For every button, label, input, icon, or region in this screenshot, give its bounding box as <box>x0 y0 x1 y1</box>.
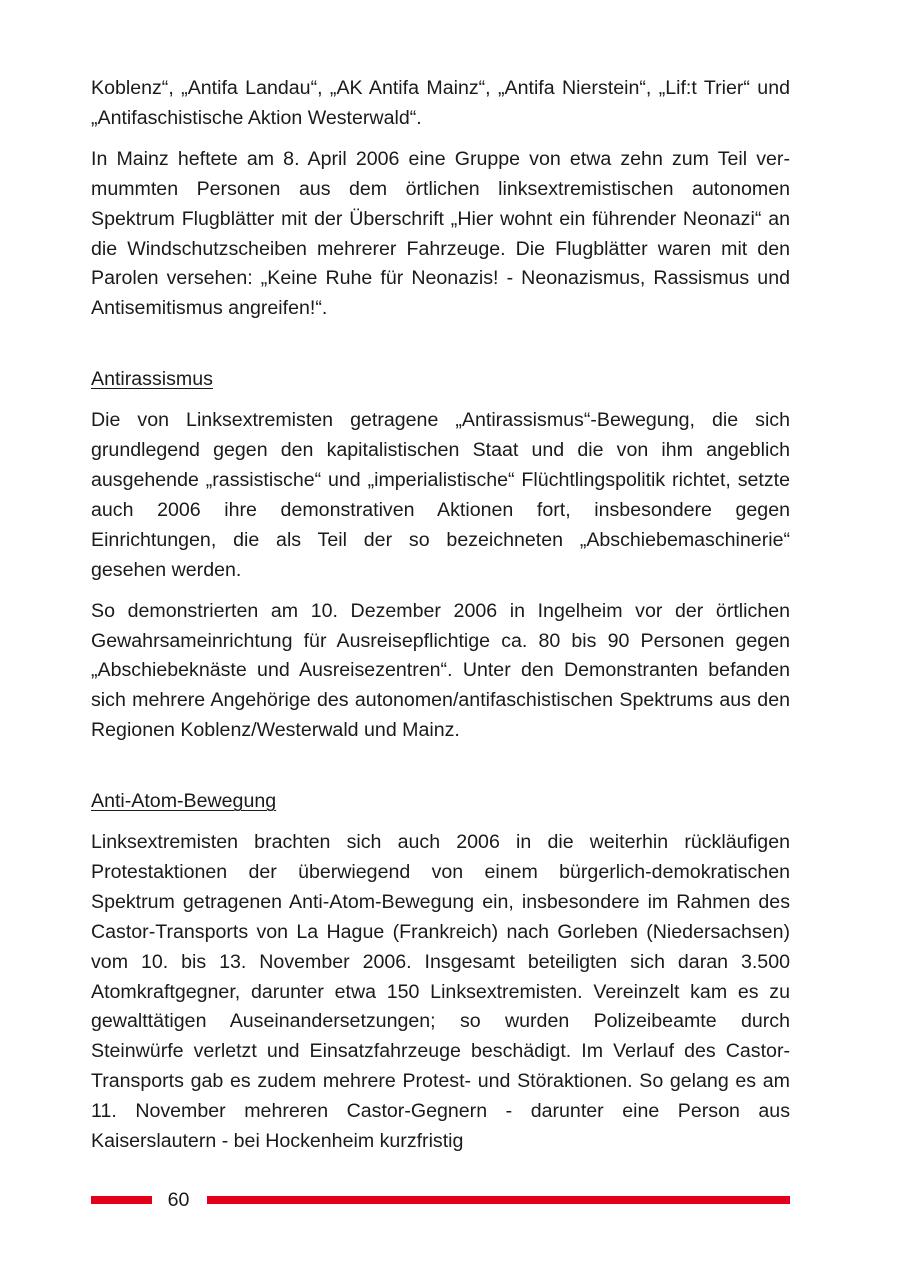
paragraph-ingelheim-demo: So demonstrierten am 10. Dezember 2006 in Ingelheim vor der örtlichen Gewahrsameinrichtung für Ausreisepflichtige ca. 80 bis 90 Personen gegen „Abschiebeknäste und Ausreisezentren“. Unter den Demonstranten befanden sich mehrere Angehörige des autonomen/antifaschistischen Spektrums aus den Regionen Koblenz/Westerwald und Mainz. <box>91 599 790 742</box>
paragraph-castor-transport: Linksextremisten brachten sich auch 2006 in die weiterhin rückläufigen Protestaktionen der überwiegend von einem bürgerlich-demokratischen Spektrum getragenen Anti-Atom-Bewegung ein, insbesondere im Rahmen des Castor-Transports von La Hague (Frankreich) nach Gorleben (Niedersachsen) vom 10. bis 13. November 2006. Insgesamt beteiligten sich daran 3.500 Atomkraftgegner, darunter etwa 150 Linksextremisten. Vereinzelt kam es zu gewalttätigen Auseinandersetzungen; so wurden Polizeibeamte durch Steinwürfe verletzt und Einsatzfahrzeuge beschädigt. Im Verlauf des Castor-Transports gab es zudem mehrere Protest- und Störaktionen. So gelang es am 11. November mehreren Castor-Gegnern - darunter eine Person aus Kaiserslautern - bei Hockenheim kurzfristig <box>91 831 790 1153</box>
paragraph-mainz-flyers: In Mainz heftete am 8. April 2006 eine Gruppe von etwa zehn zum Teil vermummten Personen aus dem örtlichen linksextremistischen autonomen Spektrum Flugblätter mit der Überschrift „Hier wohnt ein führender Neonazi“ an die Windschutzscheiben mehrerer Fahrzeuge. Die Flugblätter waren mit den Parolen versehen: „Keine Ruhe für Neonazis! - Neonazismus, Rassismus und Antisemitismus angreifen!“. <box>91 147 790 320</box>
section-heading-anti-atom: Anti-Atom-Bewegung <box>91 790 277 813</box>
page-footer <box>91 1186 790 1216</box>
paragraph-antirassismus-movement: Die von Linksextremisten getragene „Antirassismus“-Bewegung, die sich grundlegend gegen den kapitalistischen Staat und die von ihm angeblich ausgehende „rassistische“ und „imperialistische“ Flüchtlingspolitik richtet, setzte auch 2006 ihre demonstrativen Aktionen fort, insbesondere gegen Einrichtungen, die als Teil der so bezeichneten „Abschiebemaschinerie“ gesehen werden. <box>91 409 790 581</box>
paragraph-antifa-groups: Koblenz“, „Antifa Landau“, „AK Antifa Mainz“, „Antifa Nierstein“, „Lif:t Trier“ und „Antifaschistische Aktion Westerwald“. <box>91 77 790 129</box>
page-number: 60 <box>167 1189 190 1211</box>
page-body <box>91 74 790 1168</box>
section-spacer <box>91 757 790 787</box>
section-spacer <box>91 335 790 365</box>
footer-accent-bar-right <box>207 1196 790 1204</box>
section-heading-antirassismus: Antirassismus <box>91 368 213 391</box>
footer-accent-bar-left <box>91 1196 152 1204</box>
